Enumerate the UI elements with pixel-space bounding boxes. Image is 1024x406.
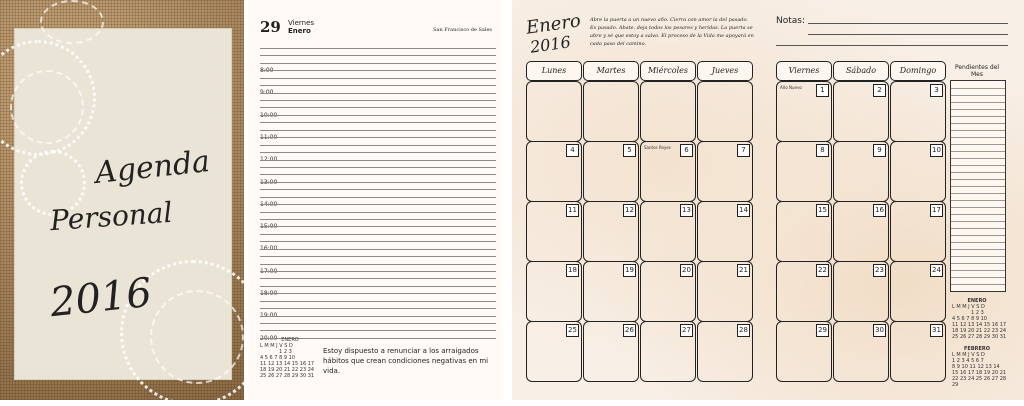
day-number-badge: 18: [566, 264, 579, 277]
day-number-badge: 6: [680, 144, 693, 157]
writing-line[interactable]: [260, 249, 496, 250]
day-number-badge: 24: [930, 264, 943, 277]
calendar-day-cell[interactable]: [526, 201, 582, 262]
mini-calendar-row: 15 16 17 18 19 20 21: [952, 370, 1007, 376]
pending-line[interactable]: [951, 144, 1005, 145]
mini-calendar-row: 1 2 3: [952, 310, 984, 316]
calendar-day-cell[interactable]: [583, 141, 639, 202]
writing-line[interactable]: [260, 48, 496, 49]
weekday-header: Jueves: [697, 61, 753, 81]
writing-line[interactable]: [260, 330, 496, 331]
calendar-day-cell[interactable]: [697, 141, 753, 202]
writing-line[interactable]: [260, 85, 496, 86]
pending-line[interactable]: [951, 109, 1005, 110]
day-mini-calendar: [260, 337, 320, 379]
pending-line[interactable]: [951, 102, 1005, 103]
mini-calendar-february: [952, 346, 1006, 388]
calendar-day-cell[interactable]: [890, 321, 946, 382]
mini-calendar-header: L M M J V S D: [952, 352, 985, 358]
day-number-badge: 14: [737, 204, 750, 217]
writing-line[interactable]: [260, 182, 496, 183]
day-number-badge: 27: [680, 324, 693, 337]
writing-line[interactable]: [260, 145, 496, 146]
day-number-badge: 21: [737, 264, 750, 277]
writing-line[interactable]: [260, 160, 496, 161]
calendar-day-cell[interactable]: [776, 261, 832, 322]
pending-line[interactable]: [951, 179, 1005, 180]
mini-calendar-row: 1 2 3 4 5 6 7: [952, 358, 984, 364]
calendar-day-cell[interactable]: [833, 261, 889, 322]
pending-line[interactable]: [951, 214, 1005, 215]
calendar-day-cell[interactable]: [776, 141, 832, 202]
pending-line[interactable]: [951, 256, 1005, 257]
pending-line[interactable]: [951, 235, 1005, 236]
event-note: Año Nuevo: [780, 85, 802, 90]
pending-line[interactable]: [951, 221, 1005, 222]
calendar-day-cell[interactable]: [640, 201, 696, 262]
weekday-header: Miércoles: [640, 61, 696, 81]
calendar-day-cell[interactable]: [526, 81, 582, 142]
calendar-day-cell[interactable]: [776, 321, 832, 382]
writing-line[interactable]: [260, 256, 496, 257]
calendar-day-cell[interactable]: [890, 201, 946, 262]
day-number-badge: 15: [816, 204, 829, 217]
mini-calendar-row: 18 19 20 21 22 23 24: [260, 367, 315, 373]
calendar-day-cell[interactable]: [697, 81, 753, 142]
day-number-badge: 2: [873, 84, 886, 97]
calendar-day-cell[interactable]: [776, 81, 832, 142]
pending-line[interactable]: [951, 116, 1005, 117]
day-number-badge: 19: [623, 264, 636, 277]
writing-line[interactable]: [260, 212, 496, 213]
calendar-day-cell[interactable]: [526, 141, 582, 202]
pending-line[interactable]: [951, 172, 1005, 173]
day-number-badge: 3: [930, 84, 943, 97]
day-number-badge: 12: [623, 204, 636, 217]
calendar-day-cell[interactable]: [833, 201, 889, 262]
calendar-day-cell[interactable]: [640, 321, 696, 382]
writing-line[interactable]: [260, 278, 496, 279]
day-number-badge: 22: [816, 264, 829, 277]
writing-line[interactable]: [260, 308, 496, 309]
writing-line[interactable]: [260, 63, 496, 64]
calendar-day-cell[interactable]: [526, 261, 582, 322]
calendar-day-cell[interactable]: [890, 261, 946, 322]
day-number-badge: 7: [737, 144, 750, 157]
mini-calendar-row: 4 5 6 7 8 9 10: [260, 355, 295, 361]
mini-calendar-row: 1 2 3: [260, 349, 292, 355]
calendar-day-cell[interactable]: [890, 141, 946, 202]
mini-calendar-header: L M M J V S D: [952, 304, 985, 310]
agenda-cover: [0, 0, 244, 400]
writing-line[interactable]: [260, 293, 496, 294]
calendar-day-cell[interactable]: [833, 321, 889, 382]
day-number-badge: 31: [930, 324, 943, 337]
writing-line[interactable]: [260, 323, 496, 324]
mini-calendar-row: 25 26 27 28 29 30 31: [952, 334, 1007, 340]
calendar-day-cell[interactable]: [697, 321, 753, 382]
cover-title-agenda: Agenda: [93, 144, 212, 191]
pending-line[interactable]: [951, 151, 1005, 152]
writing-line[interactable]: [260, 107, 496, 108]
calendar-quote: Abre la puerta a un nuevo año. Cierra con amor la del pasado. Es pasado. Abate, deja todos los pesares y heridas. La puerta se abre y sé que estoy a salvo. El proceso de la Vida me apoyará en cada paso del camino.: [590, 17, 754, 47]
pending-line[interactable]: [951, 123, 1005, 124]
writing-line[interactable]: [260, 115, 496, 116]
writing-line[interactable]: [260, 219, 496, 220]
pending-line[interactable]: [951, 200, 1005, 201]
day-number-badge: 1: [816, 84, 829, 97]
cover-title-year: 2016: [47, 269, 154, 327]
calendar-day-cell[interactable]: [583, 321, 639, 382]
day-number-badge: 10: [930, 144, 943, 157]
writing-line[interactable]: [260, 234, 496, 235]
saint-of-day: San Francisco de Sales: [433, 27, 492, 33]
pending-line[interactable]: [951, 228, 1005, 229]
month-label: Enero: [288, 27, 311, 35]
writing-line[interactable]: [260, 204, 496, 205]
mini-calendar-title: ENERO: [967, 298, 987, 304]
writing-line[interactable]: [260, 241, 496, 242]
pending-list: [950, 80, 1006, 292]
monthly-calendar: [512, 0, 1024, 400]
daily-quote: Estoy dispuesto a renunciar a los arraigados hábitos que crean condiciones negativas en mi vida.: [323, 347, 489, 375]
mini-calendar-title: ENERO: [281, 337, 299, 343]
pending-line[interactable]: [951, 207, 1005, 208]
pending-line[interactable]: [951, 88, 1005, 89]
day-number-badge: 11: [566, 204, 579, 217]
calendar-day-cell[interactable]: [526, 321, 582, 382]
calendar-month-title: Enero: [524, 10, 583, 39]
writing-line[interactable]: [260, 100, 496, 101]
calendar-day-cell[interactable]: [640, 261, 696, 322]
mini-calendar-row: 4 5 6 7 8 9 10: [952, 316, 987, 322]
pending-line[interactable]: [951, 242, 1005, 243]
writing-line[interactable]: [260, 78, 496, 79]
lace-decoration: [40, 0, 104, 44]
pending-line[interactable]: [951, 249, 1005, 250]
calendar-day-cell[interactable]: [583, 201, 639, 262]
writing-line[interactable]: [260, 226, 496, 227]
calendar-day-cell[interactable]: [640, 141, 696, 202]
calendar-day-cell[interactable]: [640, 81, 696, 142]
writing-line[interactable]: [260, 130, 496, 131]
writing-line[interactable]: [260, 189, 496, 190]
lace-decoration: [150, 290, 244, 384]
writing-line[interactable]: [260, 271, 496, 272]
day-number-badge: 29: [816, 324, 829, 337]
mini-calendar-january: [952, 298, 1006, 340]
writing-line[interactable]: [260, 167, 496, 168]
writing-line[interactable]: [260, 122, 496, 123]
day-number-badge: 26: [623, 324, 636, 337]
daily-page: [248, 0, 502, 400]
day-number-badge: 13: [680, 204, 693, 217]
day-number-badge: 23: [873, 264, 886, 277]
mini-calendar-row: 25 26 27 28 29 30 31: [260, 373, 315, 379]
writing-line[interactable]: [260, 197, 496, 198]
notes-label: Notas:: [776, 16, 806, 26]
calendar-year-title: 2016: [528, 32, 572, 57]
writing-line[interactable]: [260, 70, 496, 71]
mini-calendar-row: 18 19 20 21 22 23 24: [952, 328, 1007, 334]
pending-line[interactable]: [951, 277, 1005, 278]
day-number-badge: 25: [566, 324, 579, 337]
pending-line[interactable]: [951, 137, 1005, 138]
notes-line: [808, 23, 1008, 24]
mini-calendar-row: 11 12 13 14 15 16 17: [260, 361, 315, 367]
day-number-badge: 8: [816, 144, 829, 157]
pending-line[interactable]: [951, 193, 1005, 194]
pending-line[interactable]: [951, 186, 1005, 187]
writing-line[interactable]: [260, 93, 496, 94]
writing-line[interactable]: [260, 55, 496, 56]
day-number-badge: 9: [873, 144, 886, 157]
writing-line[interactable]: [260, 264, 496, 265]
weekday-header: Sábado: [833, 61, 889, 81]
writing-line[interactable]: [260, 286, 496, 287]
mini-calendar-row: 8 9 10 11 12 13 14: [952, 364, 1000, 370]
pending-line[interactable]: [951, 95, 1005, 96]
writing-line[interactable]: [260, 152, 496, 153]
day-number: 29: [260, 18, 281, 36]
day-number-badge: 4: [566, 144, 579, 157]
writing-line[interactable]: [260, 137, 496, 138]
calendar-day-cell[interactable]: [833, 141, 889, 202]
calendar-day-cell[interactable]: [697, 261, 753, 322]
weekday-label: Viernes: [288, 19, 315, 27]
mini-calendar-row: 22 23 24 25 26 27 28: [952, 376, 1007, 382]
pending-line[interactable]: [951, 263, 1005, 264]
day-number-badge: 28: [737, 324, 750, 337]
mini-calendar-row: 29: [952, 382, 959, 388]
pending-line[interactable]: [951, 165, 1005, 166]
writing-line[interactable]: [260, 316, 496, 317]
mini-calendar-header: L M M J V S D: [260, 343, 293, 349]
pending-line[interactable]: [951, 270, 1005, 271]
day-number-badge: 5: [623, 144, 636, 157]
pending-label: Pendientes del Mes: [954, 64, 1000, 78]
pending-line[interactable]: [951, 158, 1005, 159]
mini-calendar-row: 11 12 13 14 15 16 17: [952, 322, 1007, 328]
weekday-header: Lunes: [526, 61, 582, 81]
lace-decoration: [10, 70, 84, 144]
calendar-day-cell[interactable]: [697, 201, 753, 262]
pending-line[interactable]: [951, 130, 1005, 131]
pending-line[interactable]: [951, 284, 1005, 285]
calendar-day-cell[interactable]: [583, 261, 639, 322]
writing-line[interactable]: [260, 301, 496, 302]
day-number-badge: 16: [873, 204, 886, 217]
calendar-day-cell[interactable]: [833, 81, 889, 142]
weekday-header: Martes: [583, 61, 639, 81]
day-number-badge: 17: [930, 204, 943, 217]
weekday-header: Viernes: [776, 61, 832, 81]
mini-calendar-title: FEBRERO: [963, 346, 990, 352]
notes-line: [808, 34, 1008, 35]
writing-line[interactable]: [260, 174, 496, 175]
weekday-header: Domingo: [890, 61, 946, 81]
notes-line: [776, 45, 1008, 46]
event-note: Santos Reyes: [644, 145, 671, 150]
day-number-badge: 20: [680, 264, 693, 277]
calendar-day-cell[interactable]: [583, 81, 639, 142]
calendar-day-cell[interactable]: [776, 201, 832, 262]
day-number-badge: 30: [873, 324, 886, 337]
calendar-day-cell[interactable]: [890, 81, 946, 142]
cover-title-personal: Personal: [48, 195, 174, 238]
